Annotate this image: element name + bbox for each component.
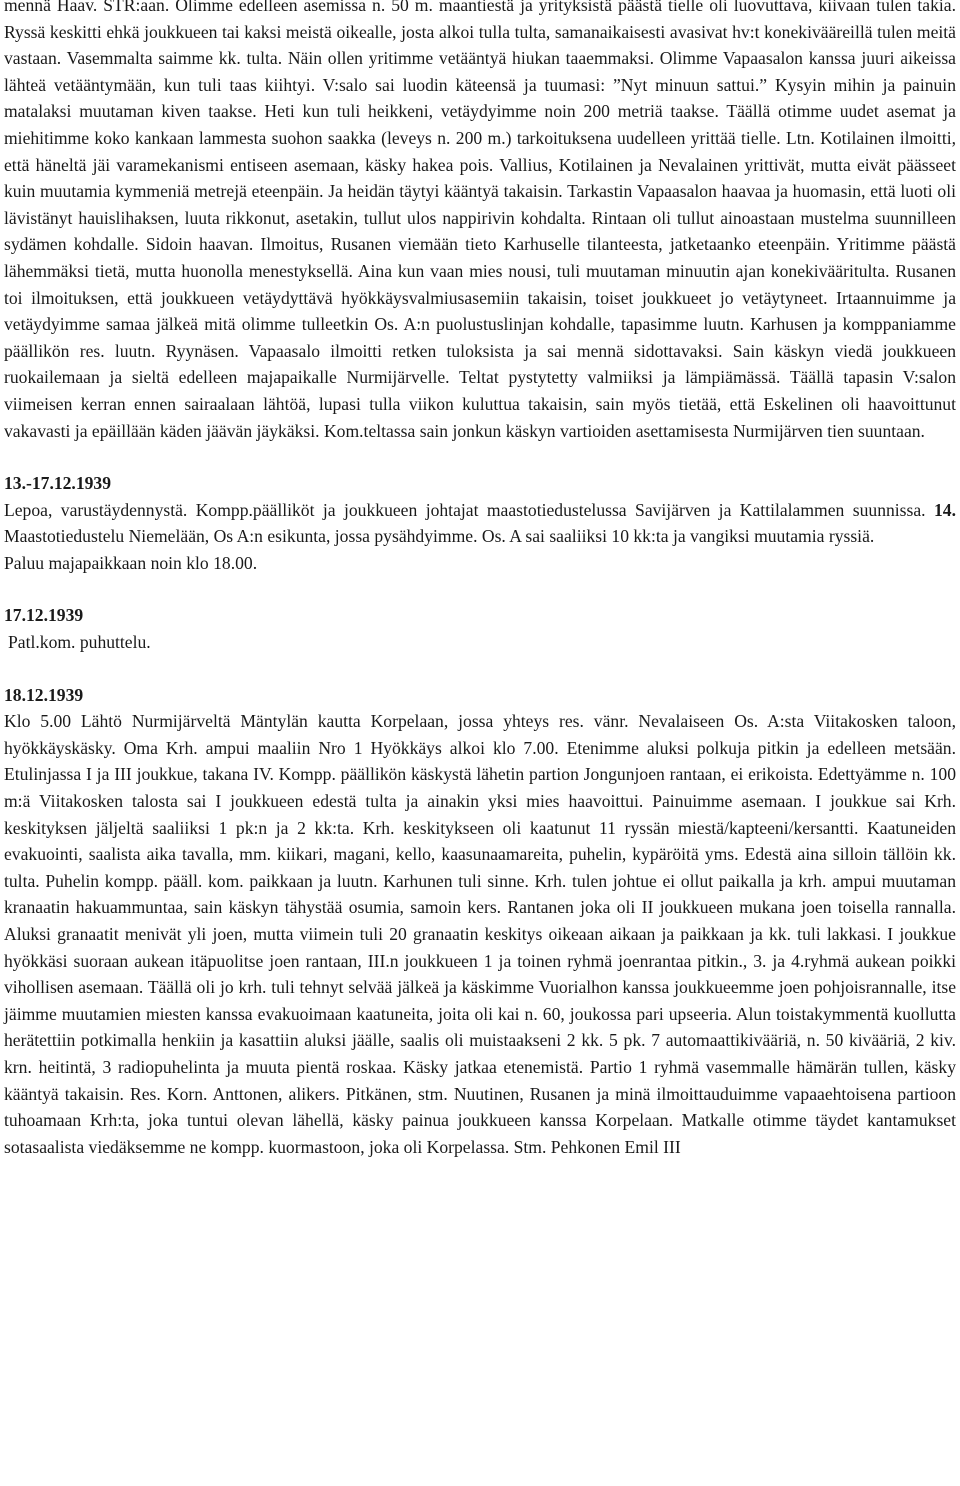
date-heading-13-17-12: 13.-17.12.1939 xyxy=(4,473,112,494)
paragraph-rest-text-b: Maastotiedustelu Niemelään, Os A:n esikunta, jossa pysähdyimme. Os. A sai saaliiksi 10 kk:ta ja vangiksi muutamia ryssiä. xyxy=(4,526,875,547)
paragraph-rest-text-a: Lepoa, varustäydennystä. Kompp.päälliköt ja joukkueen johtajat maastotiedustelussa Savijärven ja Kattilalammen suunnissa. xyxy=(4,499,934,520)
paragraph-battle-account: mennä Haav. STR:aan. Olimme edelleen asemissa n. 50 m. maantiestä ja yrityksistä päästä tielle oli luovuttava, kiivaan tulen takia. Ryssä keskitti ehkä joukkueen tai kaksi meistä oikealle, josta alkoi tulla tulta, samanaikaisesti avasivat hv:t konekivääreillä tulen meitä vastaan. Vasemmalta saimme kk. tulta. Näin ollen yritimme vetääntyä hiukan taaemmaksi. Olimme Vapaasalon kanssa juuri aikeissa lähteä vetääntymään, kun tuli taas kiihtyi. V:salo sai luodin käteensä ja tuumasi: ”Nyt minuun sattui.” Kysyin mihin ja painuin matalaksi muutaman kiven taakse. Heti kun tuli heikkeni, vetäydyimme noin 200 metriä taakse. Täällä otimme uudet asemat ja miehitimme koko kankaan lammesta suohon saakka (leveys n. 200 m.) tarkoituksena uudelleen yrittää tielle. Ltn. Kotilainen ilmoitti, että häneltä jäi varamekanismi entiseen asemaan, käsky hakea pois. Vallius, Kotilainen ja Nevalainen yrittivät, mutta eivät päässeet kuin muutamia kymmeniä metrejä eteenpäin. Ja heidän täytyi kääntyä takaisin. Tarkastin Vapaasalon haavaa ja huomasin, että luoti oli lävistänyt hauislihaksen, luuta rikkonut, asetakin, tullut ulos nappirivin kohdalta. Rintaan oli tullut ainoastaan mustelma suunnilleen sydämen kohdalle. Sidoin haavan. Ilmoitus, Rusanen viemään tieto Karhuselle tilanteesta, jatketaanko eteenpäin. Yritimme päästä lähemmäksi tietä, mutta huonolla menestyksellä. Aina kun vaan mies nousi, tuli muutaman minuutin ajan konekivääritulta. Rusanen toi ilmoituksen, että joukkueen vetäydyttävä hyökkäysvalmiusasemiin takaisin, toiset joukkueet jo vetäytyneet. Irtaannuimme ja vetäydyimme samaa jälkeä mitä olimme tulleetkin Os. A:n puolustuslinjan kohdalle, tapasimme luutn. Karhusen ja komppaniamme päällikön res. luutn. Ryynäsen. Vapaasalo ilmoitti retken tuloksista ja sai mennä sidottavaksi. Sain käskyn viedä joukkueen ruokailemaan ja sieltä edelleen majapaikalle Nurmijärvelle. Teltat pystytetty valmiiksi ja lämpiämässä. Täällä tapasin V:salon viimeisen kerran ennen sairaalaan lähtöä, lupasi tulla viikon kuluttua takaisin, sain myös tietää, että Eskelinen oli haavoittunut vakavasti ja epäillään käden jäävän jäykäksi. Kom.teltassa sain jonkun käskyn vartioiden asettamisesta Nurmijärven tien suuntaan. xyxy=(4,0,956,441)
paragraph-gap xyxy=(4,576,956,602)
paragraph-briefing: Patl.kom. puhuttelu. xyxy=(8,632,151,653)
paragraph-gap xyxy=(4,444,956,470)
inline-date-14: 14. xyxy=(934,499,956,520)
paragraph-return-time: Paluu majapaikkaan noin klo 18.00. xyxy=(4,552,258,573)
paragraph-rest-period xyxy=(4,497,956,550)
date-heading-17-12: 17.12.1939 xyxy=(4,605,84,626)
paragraph-attack-account: Klo 5.00 Lähtö Nurmijärveltä Mäntylän kautta Korpelaan, jossa yhteys res. vänr. Nevalaiseen Os. A:sta Viitakosken taloon, hyökkäyskäsky. Oma Krh. ampui maaliin Nro 1 Hyökkäys alkoi klo 7.00. Etenimme aluksi polkuja pitkin ja edelleen metsään. Etulinjassa I ja III joukkue, takana IV. Kompp. päällikön käskystä lähetin partion Jongunjoen rantaan, ei erikoista. Edettyämme n. 100 m:ä Viitakosken talosta sai I joukkueen edestä tulta ja ainakin yksi mies haavoittui. Painuimme asemaan. I joukkue sai Krh. keskityksen jäljeltä saaliiksi 1 pk:n ja 2 kk:ta. Krh. keskitykseen oli kaatunut 11 ryssän miestä/kapteeni/kersantti. Kaatuneiden evakuointi, saalista aika tavalla, mm. kiikari, magani, kello, kaasunaamareita, puhelin, kypäröitä yms. Edestä aina silloin tällöin kk. tulta. Puhelin kompp. pääll. kom. paikkaan ja luutn. Karhunen tuli sinne. Krh. tulen johtue ei ollut paikalla ja krh. ampui muutaman kranaatin hakuammuntaa, sain käskyn tähystää osumia, samoin kers. Rantanen joka oli II joukkueen mukana joen toisella rannalla. Aluksi granaatit menivät yli joen, mutta viimein tuli 20 granaatin keskitys oikeaan aikaan ja paikkaan ja kk. tuli lakkasi. I joukkue hyökkäsi suoraan aukean itäpuolitse joen rantaan, III.n joukkueen 1 ja toinen ryhmä joenrantaa pitkin., 3. ja 4.ryhmä aukean poikki vihollisen asemaan. Täällä oli jo krh. tuli tehnyt selvää jälkeä ja käskimme Vuorialhon kanssa joukkueemme joen pohjoisrannalle, itse jäimme muutamien miesten kanssa evakuoimaan kaatuneita, joita oli kai n. 60, joukossa pari upseeria. Alun toistakymmentä kuollutta herätettiin potkimalla henkiin ja kasattiin aluksi jäälle, saalis oli muistaakseni 2 kk. 5 pk. 7 automaattikivääriä, n. 50 kivääriä, 2 kiv. krn. heitintä, 3 radiopuhelinta ja muuta pientä roskaa. Käsky jatkaa etenemistä. Partio 1 ryhmä vasemmalle hämärän tullen, käsky kääntyä takaisin. Res. Korn. Anttonen, alikers. Pitkänen, stm. Nuutinen, Rusanen ja minä ilmoittauduimme vapaaehtoisena partioon tuhoamaan Krh:ta, joka tuntui olevan lähellä, käsky painua joukkueen kanssa Korpelaan. Matkalle otimme täydet kantamukset sotasaalista viedäksemme ne kompp. kuormastoon, joka oli Korpelassa. Stm. Pehkonen Emil III xyxy=(4,711,956,1157)
date-heading-18-12: 18.12.1939 xyxy=(4,684,84,705)
paragraph-gap xyxy=(4,656,956,682)
document-page xyxy=(4,0,956,1160)
